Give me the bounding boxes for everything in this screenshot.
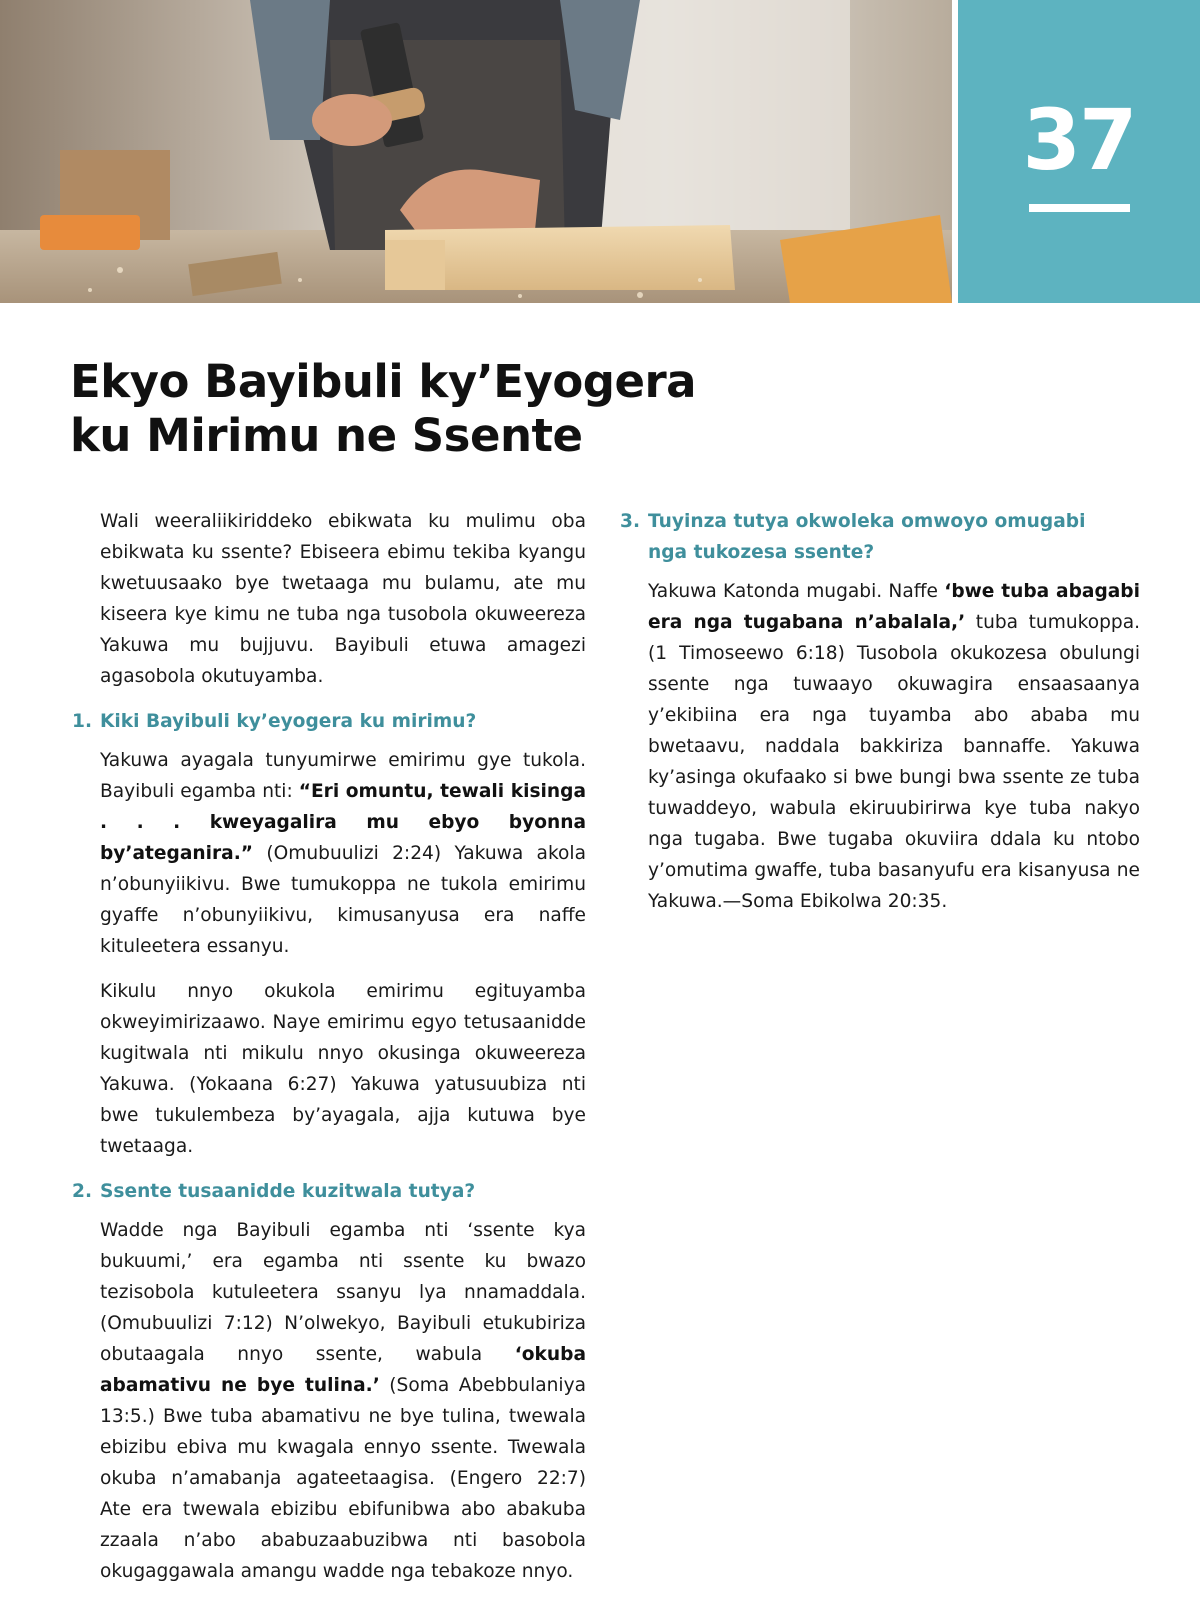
carpentry-illustration — [0, 0, 952, 303]
section-1-paragraph-1 — [72, 745, 586, 962]
section-1-p1-quote: “Eri omuntu, tewali kisinga . . . kweyagalira mu ebyo byonna by’ateganira.” — [100, 781, 586, 864]
chapter-underline — [1029, 204, 1130, 212]
section-2-heading — [72, 1176, 586, 1207]
section-1-number: 1. — [72, 711, 93, 732]
title-line-1: Ekyo Bayibuli ky’Eyogera — [70, 355, 697, 408]
section-3-paragraph-1 — [620, 576, 1140, 917]
chapter-badge — [958, 0, 1200, 303]
chapter-number: 37 — [1022, 91, 1136, 189]
page-title — [70, 355, 696, 463]
section-2-p1-quote: ‘okuba abamativu ne bye tulina.’ — [100, 1344, 586, 1396]
left-column — [72, 506, 586, 1601]
section-3-heading-line-1: Tuyinza tutya okwoleka omwoyo omugabi — [648, 511, 1086, 532]
section-2-p1-text-a: Wadde nga Bayibuli egamba nti ‘ssente kya bukuumi,’ era egamba nti ssente ku bwazo tezisobola kutuleetera ssanyu lya nnamaddala. (Omubuulizi 7:12) N’olwekyo, Bayibuli etukubiriza obutaagala nnyo ssente, wabula — [100, 1220, 586, 1365]
section-2-number: 2. — [72, 1181, 93, 1202]
section-3-heading-line-2: nga tukozesa ssente? — [648, 542, 875, 563]
section-3-number: 3. — [620, 511, 641, 532]
right-column — [620, 506, 1140, 931]
section-3-p1-quote: ‘bwe tuba abagabi era nga tugabana n’abalala,’ — [648, 581, 1140, 633]
section-2-heading-text: Ssente tusaanidde kuzitwala tutya? — [100, 1181, 476, 1202]
section-3-p1-text-b: tuba tumukoppa. (1 Timoseewo 6:18) Tusobola okukozesa obulungi ssente nga tuwaayo okuwagira ensaasaanya y’ekibiina era nga tuyamba abo ababa mu bwetaavu, naddala bakkiriza bannaffe. Yakuwa ky’asinga okufaako si bwe bungi bwa ssente ze tuba tuwaddeyo, wabula ekiruubirirwa kye tuba nakyo nga tugaba. Bwe tugaba okuviira ddala ku ntobo y’omutima gwaffe, tuba basanyufu era kisanyusa ne Yakuwa.—Soma Ebikolwa 20:35. — [648, 612, 1140, 912]
section-1-paragraph-2: Kikulu nnyo okukola emirimu egituyamba okweyimirizaawo. Naye emirimu egyo tetusaanidde kugitwala nti mikulu nnyo okusinga okuweereza Yakuwa. (Yokaana 6:27) Yakuwa yatusuubiza nti bwe tukulembeza by’ayagala, ajja kutuwa bye twetaaga. — [100, 981, 586, 1157]
section-2-p1-text-b: (Soma Abebbulaniya 13:5.) Bwe tuba abamativu ne bye tulina, twewala ebizibu ebiva mu kwagala ennyo ssente. Twewala okuba n’amabanja agateetaagisa. (Engero 22:7) Ate era twewala ebizibu ebifunibwa abo abakuba zzaala n’abo ababuzaabuzibwa nti basobola okugaggawala amangu wadde nga tebakoze nnyo. — [100, 1375, 586, 1582]
section-2-paragraph-1 — [72, 1215, 586, 1587]
hero-photo-carpenter — [0, 0, 952, 303]
section-1-heading-text: Kiki Bayibuli ky’eyogera ku mirimu? — [100, 711, 477, 732]
section-3-heading — [620, 506, 1140, 568]
intro-paragraph: Wali weeraliikiriddeko ebikwata ku mulimu oba ebikwata ku ssente? Ebiseera ebimu tekiba kyangu kwetuusaako bye twetaaga mu bulamu, ate mu kiseera kye kimu ne tuba nga tusobola okuweereza Yakuwa mu bujjuvu. Bayibuli etuwa amagezi agasobola okutuyamba. — [100, 511, 586, 687]
section-3-p1-text-a: Yakuwa Katonda mugabi. Naffe — [648, 581, 945, 602]
section-1-p1-text-a: Yakuwa ayagala tunyumirwe emirimu gye tukola. Bayibuli egamba nti: — [100, 750, 586, 802]
title-line-2: ku Mirimu ne Ssente — [70, 409, 583, 462]
section-1-heading — [72, 706, 586, 737]
section-1-p1-text-b: (Omubuulizi 2:24) Yakuwa akola n’obunyiikivu. Bwe tumukoppa ne tukola emirimu gyaffe n’obunyiikivu, kimusanyusa era naffe kituleetera essanyu. — [100, 843, 586, 957]
